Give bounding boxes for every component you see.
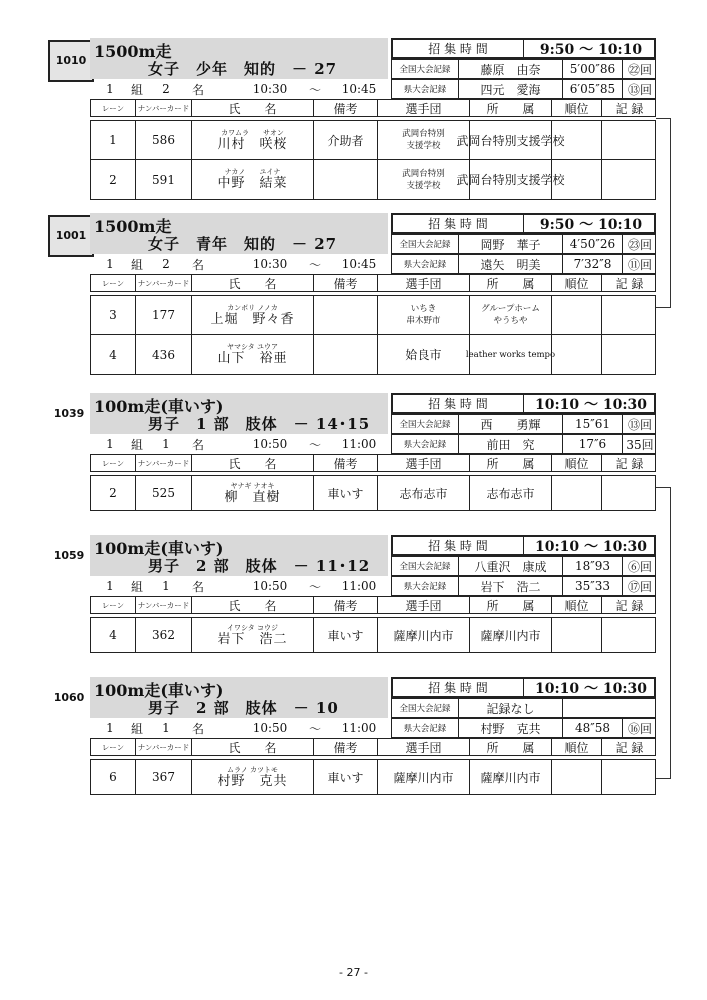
national-record-time: 18″93	[562, 557, 622, 575]
number-cell: 367	[135, 760, 191, 794]
rank-cell	[551, 121, 601, 159]
call-time-row	[391, 38, 656, 59]
call-time-value: 10:10 〜 10:30	[523, 395, 658, 412]
number-header: ナンバーカード	[135, 739, 191, 755]
rank-cell	[551, 296, 601, 334]
time-tilde: 〜	[308, 437, 321, 452]
national-record-edition: ⑥回	[622, 557, 657, 575]
note-cell	[313, 296, 377, 334]
pref-record-holder: 遠矢 明美	[458, 255, 562, 273]
start-time: 10:50	[252, 437, 288, 451]
record-box	[391, 535, 656, 576]
team-cell	[377, 160, 469, 199]
note-cell: 車いす	[313, 476, 377, 510]
event-category: 男子 1 部 肢体 － 14･15	[148, 415, 371, 433]
entrant-label: 名	[191, 437, 204, 452]
national-record-row	[391, 234, 656, 254]
call-time-row	[391, 213, 656, 234]
record-cell	[601, 121, 657, 159]
entrant-count: 1	[162, 721, 170, 735]
entrant-label: 名	[191, 579, 204, 594]
time-tilde: 〜	[308, 579, 321, 594]
note-header: 備考	[313, 597, 377, 613]
affiliation-cell: 志布志市	[469, 476, 551, 510]
athlete-name: 中野 結菜	[217, 176, 288, 191]
heat-row	[90, 718, 388, 739]
team-cell: 志布志市	[377, 476, 469, 510]
national-record-row	[391, 414, 656, 434]
table-row	[90, 759, 656, 795]
name-cell	[191, 296, 313, 334]
name-cell	[191, 335, 313, 374]
national-record-label: 全国大会記録	[399, 240, 451, 250]
heat-row	[90, 434, 388, 455]
national-record-row	[391, 59, 656, 79]
lane-cell: 4	[109, 628, 117, 642]
call-time-value: 9:50 〜 10:10	[523, 40, 658, 57]
affiliation-cell-line: グループホーム	[481, 304, 540, 314]
call-time-label: 招 集 時 間	[428, 397, 488, 411]
event-title: 1500m走	[94, 42, 172, 61]
national-record-holder: 記録なし	[458, 699, 562, 717]
athlete-name: 岩下 浩二	[217, 631, 288, 647]
name-header: 氏 名	[191, 100, 313, 116]
call-time-label: 招 集 時 間	[428, 217, 488, 231]
pref-record-edition: ⑬回	[622, 80, 657, 98]
event-title-box	[90, 535, 388, 576]
affiliation-header: 所 属	[469, 455, 551, 471]
end-time: 10:45	[341, 257, 377, 271]
event-title: 100m走(車いす)	[94, 397, 224, 416]
event-category: 男子 2 部 肢体 － 10	[148, 699, 339, 717]
record-cell	[601, 160, 657, 199]
record-cell	[601, 335, 657, 374]
pref-record-row	[391, 576, 656, 596]
rank-cell	[551, 476, 601, 510]
national-record-holder: 八重沢 康成	[458, 557, 562, 575]
pref-record-label: 県大会記録	[403, 724, 447, 734]
heat-label: 組	[130, 721, 143, 736]
pref-record-holder: 四元 愛海	[458, 80, 562, 98]
note-header: 備考	[313, 739, 377, 755]
event-number: 1039	[53, 407, 85, 420]
number-cell: 525	[135, 476, 191, 510]
team-cell-line: 武岡台特別	[402, 168, 445, 179]
page-number: - 27 -	[339, 966, 368, 979]
name-cell	[191, 160, 313, 199]
lane-cell: 6	[109, 770, 117, 784]
heat-row	[90, 576, 388, 597]
event-category: 女子 青年 知的 － 27	[148, 235, 338, 253]
pref-record-label: 県大会記録	[403, 85, 447, 95]
name-header: 氏 名	[191, 739, 313, 755]
table-header	[90, 99, 656, 117]
number-header: ナンバーカード	[135, 100, 191, 116]
name-kana: カンボリ ノノカ	[227, 303, 278, 312]
team-cell: 薩摩川内市	[377, 760, 469, 794]
record-cell	[601, 296, 657, 334]
entrant-label: 名	[191, 82, 204, 97]
name-header: 氏 名	[191, 455, 313, 471]
national-record-label: 全国大会記録	[399, 704, 451, 714]
team-cell	[377, 121, 469, 159]
event-block	[0, 38, 707, 201]
pref-record-edition: 35回	[622, 435, 657, 453]
event-number: 1001	[48, 215, 94, 257]
heat-number: 1	[106, 82, 114, 96]
pref-record-holder: 村野 克共	[458, 719, 562, 737]
entrant-count: 2	[162, 257, 170, 271]
record-cell	[601, 760, 657, 794]
heat-label: 組	[130, 82, 143, 97]
record-header: 記 録	[601, 455, 657, 471]
pref-record-time: 35″33	[562, 577, 622, 595]
athlete-name: 上堀 野々香	[210, 311, 295, 327]
start-time: 10:50	[252, 721, 288, 735]
heat-number: 1	[106, 257, 114, 271]
team-header: 選手団	[377, 597, 469, 613]
call-time-label: 招 集 時 間	[428, 539, 488, 553]
number-header: ナンバーカード	[135, 455, 191, 471]
number-cell: 586	[135, 121, 191, 159]
national-record-label: 全国大会記録	[399, 420, 451, 430]
event-block	[0, 677, 707, 796]
event-title: 1500m走	[94, 217, 172, 236]
pref-record-label: 県大会記録	[403, 260, 447, 270]
athlete-name: 柳 直樹	[224, 489, 281, 505]
record-header: 記 録	[601, 275, 657, 291]
pref-record-row	[391, 718, 656, 738]
name-header: 氏 名	[191, 597, 313, 613]
event-title-box	[90, 677, 388, 718]
call-time-label: 招 集 時 間	[428, 42, 488, 56]
rank-header: 順位	[551, 739, 601, 755]
number-cell: 177	[135, 296, 191, 334]
name-kana: ナカノ ユイナ	[224, 168, 281, 176]
name-cell	[191, 618, 313, 652]
heat-row	[90, 79, 388, 100]
pref-record-edition: ⑰回	[622, 577, 657, 595]
entrant-label: 名	[191, 721, 204, 736]
national-record-time: 15″61	[562, 415, 622, 433]
note-cell: 車いす	[313, 760, 377, 794]
record-cell	[601, 618, 657, 652]
national-record-row	[391, 556, 656, 576]
entrant-label: 名	[191, 257, 204, 272]
event-number: 1060	[53, 691, 85, 704]
name-cell	[191, 121, 313, 159]
lane-header: レーン	[101, 600, 125, 610]
affiliation-header: 所 属	[469, 275, 551, 291]
team-header: 選手団	[377, 455, 469, 471]
event-title-box	[90, 213, 388, 254]
pref-record-row	[391, 254, 656, 274]
team-header: 選手団	[377, 100, 469, 116]
table-header	[90, 274, 656, 292]
national-record-label: 全国大会記録	[399, 65, 451, 75]
heat-number: 1	[106, 721, 114, 735]
pref-record-label: 県大会記録	[403, 440, 447, 450]
number-header: ナンバーカード	[135, 597, 191, 613]
name-kana: ムラノ カツトモ	[226, 765, 278, 774]
table-header	[90, 454, 656, 472]
team-cell: 姶良市	[377, 335, 469, 374]
table-header	[90, 596, 656, 614]
lane-cell: 3	[109, 308, 117, 322]
rank-header: 順位	[551, 597, 601, 613]
affiliation-cell: 薩摩川内市	[469, 760, 551, 794]
number-cell: 436	[135, 335, 191, 374]
name-kana: ヤナギ ナオキ	[230, 481, 275, 490]
national-record-holder: 藤原 由奈	[458, 60, 562, 78]
lane-cell: 4	[109, 347, 117, 362]
national-record-empty	[562, 699, 657, 717]
rank-cell	[551, 160, 601, 199]
name-kana: カワムラ サオン	[221, 128, 284, 137]
name-kana: ヤマシタ ユウア	[227, 343, 278, 351]
pref-record-edition: ⑯回	[622, 719, 657, 737]
rank-cell	[551, 618, 601, 652]
start-time: 10:30	[252, 257, 288, 271]
pref-record-row	[391, 434, 656, 454]
rank-cell	[551, 760, 601, 794]
number-cell: 591	[135, 160, 191, 199]
heat-number: 1	[106, 437, 114, 451]
record-box	[391, 393, 656, 434]
number-header: ナンバーカード	[135, 275, 191, 291]
record-header: 記 録	[601, 739, 657, 755]
table-header	[90, 738, 656, 756]
athlete-name: 村野 克共	[217, 773, 288, 789]
lane-cell: 2	[109, 172, 117, 187]
event-block	[0, 213, 707, 376]
athlete-name: 山下 裕亜	[217, 351, 288, 366]
call-time-row	[391, 535, 656, 556]
event-category: 女子 少年 知的 － 27	[148, 60, 338, 78]
team-cell-line: いちき	[410, 304, 437, 314]
call-time-value: 10:10 〜 10:30	[523, 679, 658, 696]
call-time-value: 10:10 〜 10:30	[523, 537, 658, 554]
note-header: 備考	[313, 275, 377, 291]
event-title-box	[90, 38, 388, 79]
name-kana: イワシタ コウジ	[227, 623, 278, 632]
event-block	[0, 535, 707, 654]
note-cell	[313, 160, 377, 199]
table-row	[90, 295, 656, 335]
event-block	[0, 393, 707, 512]
entrant-count: 1	[162, 437, 170, 451]
call-time-row	[391, 393, 656, 414]
number-cell: 362	[135, 618, 191, 652]
heat-label: 組	[130, 257, 143, 272]
note-header: 備考	[313, 455, 377, 471]
name-header: 氏 名	[191, 275, 313, 291]
team-cell	[377, 296, 469, 334]
end-time: 11:00	[341, 579, 377, 593]
pref-record-edition: ⑪回	[622, 255, 657, 273]
pref-record-time: 17″6	[562, 435, 622, 453]
national-record-edition: ㉒回	[622, 60, 657, 78]
entrant-count: 1	[162, 579, 170, 593]
pref-record-time: 7′32″8	[562, 255, 622, 273]
rank-header: 順位	[551, 100, 601, 116]
name-cell	[191, 476, 313, 510]
heat-number: 1	[106, 579, 114, 593]
group-bracket	[656, 487, 671, 779]
time-tilde: 〜	[308, 257, 321, 272]
call-time-label: 招 集 時 間	[428, 681, 488, 695]
table-row	[90, 120, 656, 160]
table-row	[90, 617, 656, 653]
team-cell: 薩摩川内市	[377, 618, 469, 652]
entrant-count: 2	[162, 82, 170, 96]
pref-record-holder: 岩下 浩二	[458, 577, 562, 595]
lane-header: レーン	[101, 742, 125, 752]
team-header: 選手団	[377, 739, 469, 755]
group-bracket	[656, 118, 671, 308]
team-cell-line: 支援学校	[406, 141, 441, 151]
affiliation-cell: 薩摩川内市	[469, 618, 551, 652]
end-time: 10:45	[341, 82, 377, 96]
note-cell	[313, 335, 377, 374]
team-cell-line: 支援学校	[406, 180, 441, 191]
team-cell-line: 武岡台特別	[402, 129, 445, 139]
national-record-holder: 岡野 華子	[458, 235, 562, 253]
table-row	[90, 160, 656, 200]
record-header: 記 録	[601, 597, 657, 613]
national-record-edition: ㉓回	[622, 235, 657, 253]
start-time: 10:30	[252, 82, 288, 96]
national-record-edition: ⑬回	[622, 415, 657, 433]
rank-header: 順位	[551, 455, 601, 471]
affiliation-header: 所 属	[469, 739, 551, 755]
national-record-time: 4′50″26	[562, 235, 622, 253]
affiliation-cell: leather works tempo	[469, 335, 551, 374]
lane-cell: 2	[109, 486, 117, 500]
lane-cell: 1	[109, 133, 117, 147]
affiliation-header: 所 属	[469, 100, 551, 116]
call-time-value: 9:50 〜 10:10	[523, 215, 658, 232]
note-cell: 車いす	[313, 618, 377, 652]
national-record-holder: 西 勇輝	[458, 415, 562, 433]
name-cell	[191, 760, 313, 794]
heat-label: 組	[130, 579, 143, 594]
affiliation-header: 所 属	[469, 597, 551, 613]
heat-row	[90, 254, 388, 275]
affiliation-cell: 武岡台特別支援学校	[469, 121, 551, 159]
event-category: 男子 2 部 肢体 － 11･12	[148, 557, 371, 575]
end-time: 11:00	[341, 721, 377, 735]
start-time: 10:50	[252, 579, 288, 593]
time-tilde: 〜	[308, 82, 321, 97]
lane-header: レーン	[101, 103, 125, 113]
event-title: 100m走(車いす)	[94, 681, 224, 700]
event-number: 1010	[48, 40, 94, 82]
team-cell-line: 串木野市	[406, 316, 441, 326]
event-number: 1059	[53, 549, 85, 562]
pref-record-label: 県大会記録	[403, 582, 447, 592]
record-box	[391, 213, 656, 254]
lane-header: レーン	[101, 278, 125, 288]
pref-record-holder: 前田 究	[458, 435, 562, 453]
call-time-row	[391, 677, 656, 698]
lane-header: レーン	[101, 458, 125, 468]
note-cell: 介助者	[313, 121, 377, 159]
athlete-name: 川村 咲桜	[217, 136, 288, 152]
table-row	[90, 475, 656, 511]
record-box	[391, 677, 656, 718]
national-record-time: 5′00″86	[562, 60, 622, 78]
affiliation-cell-line: やうちや	[493, 316, 528, 326]
event-title-box	[90, 393, 388, 434]
event-title: 100m走(車いす)	[94, 539, 224, 558]
record-cell	[601, 476, 657, 510]
pref-record-time: 48″58	[562, 719, 622, 737]
team-header: 選手団	[377, 275, 469, 291]
record-box	[391, 38, 656, 79]
end-time: 11:00	[341, 437, 377, 451]
rank-header: 順位	[551, 275, 601, 291]
pref-record-time: 6′05″85	[562, 80, 622, 98]
national-record-label: 全国大会記録	[399, 562, 451, 572]
rank-cell	[551, 335, 601, 374]
pref-record-row	[391, 79, 656, 99]
affiliation-cell: 武岡台特別支援学校	[469, 160, 551, 199]
table-row	[90, 335, 656, 375]
affiliation-cell	[469, 296, 551, 334]
record-header: 記 録	[601, 100, 657, 116]
note-header: 備考	[313, 100, 377, 116]
time-tilde: 〜	[308, 721, 321, 736]
heat-label: 組	[130, 437, 143, 452]
national-record-row	[391, 698, 656, 718]
